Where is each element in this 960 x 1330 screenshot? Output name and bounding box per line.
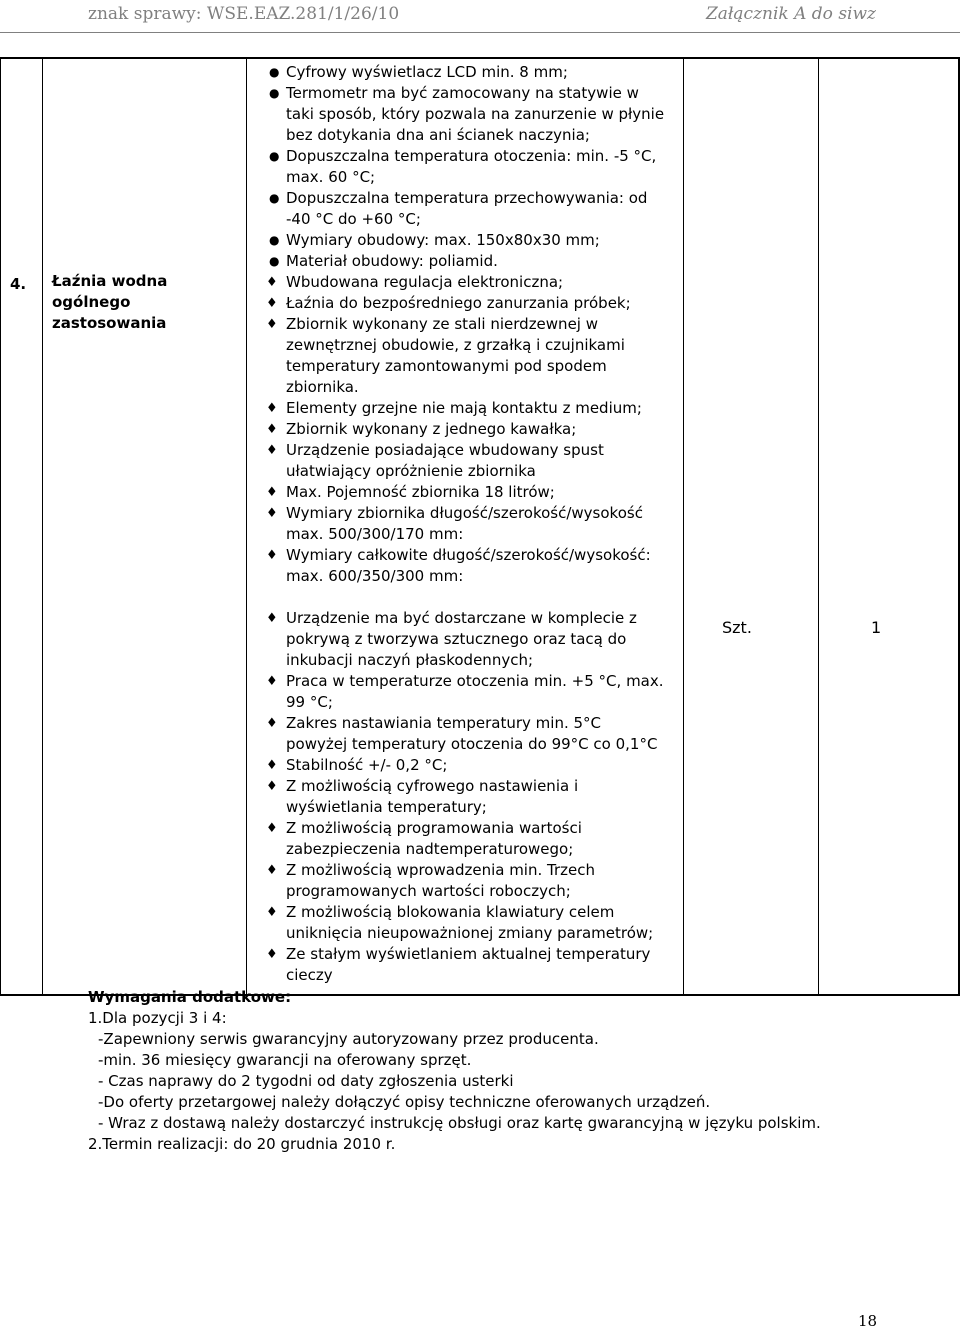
list-item: ♦ Wymiary całkowite długość/szerokość/wysokość: max. 600/350/300 mm: bbox=[266, 546, 651, 585]
bullet-diamond-icon: ♦ bbox=[266, 905, 278, 920]
list-item: ♦ Wymiary zbiornika długość/szerokość/wysokość max. 500/300/170 mm: bbox=[266, 504, 643, 543]
bullet-diamond-icon: ♦ bbox=[266, 275, 278, 290]
bullet-diamond-icon: ♦ bbox=[266, 296, 278, 311]
list-item: ♦ Zbiornik wykonany ze stali nierdzewnej w zewnętrznej obudowie, z grzałką i czujnikami temperatury zamontowanymi pod spodem zbiornika. bbox=[266, 315, 625, 396]
bullet-diamond-icon: ♦ bbox=[266, 821, 278, 836]
list-item: ♦ Łaźnia do bezpośredniego zanurzania próbek; bbox=[266, 294, 631, 312]
list-item: ♦ Urządzenie posiadające wbudowany spust ułatwiający opróżnienie zbiornika bbox=[266, 441, 604, 480]
bullet-dot-icon: ● bbox=[269, 191, 280, 205]
list-item: ♦ Elementy grzejne nie mają kontaktu z medium; bbox=[266, 399, 642, 417]
list-item: ♦ Z możliwością wprowadzenia min. Trzech programowanych wartości roboczych; bbox=[266, 861, 596, 900]
list-item: ● Dopuszczalna temperatura przechowywania: od -40 °C do +60 °C; bbox=[269, 189, 648, 228]
bullet-dot-icon: ● bbox=[269, 149, 280, 163]
bullet-dot-icon: ● bbox=[269, 86, 280, 100]
requirement-point-2: 2.Termin realizacji: do 20 grudnia 2010 r. bbox=[88, 1135, 396, 1153]
bullet-diamond-icon: ♦ bbox=[266, 506, 278, 521]
bullet-diamond-icon: ♦ bbox=[266, 674, 278, 689]
column-divider-2 bbox=[246, 57, 247, 994]
bullet-diamond-icon: ♦ bbox=[266, 548, 278, 563]
column-divider-1 bbox=[42, 57, 43, 994]
bath-spec-list bbox=[266, 272, 666, 587]
list-item: ♦ Z możliwością programowania wartości zabezpieczenia nadtemperaturowego; bbox=[266, 819, 582, 858]
page-number: 18 bbox=[858, 1312, 878, 1330]
list-item: ● Cyfrowy wyświetlacz LCD min. 8 mm; bbox=[269, 63, 568, 81]
requirement-line: -Do oferty przetargowej należy dołączyć opisy techniczne oferowanych urządzeń. bbox=[98, 1093, 711, 1111]
list-item: ♦ Max. Pojemność zbiornika 18 litrów; bbox=[266, 483, 555, 501]
list-item: ♦ Z możliwością blokowania klawiatury celem uniknięcia nieupoważnionej zmiany parametrów; bbox=[266, 903, 654, 942]
list-item: ♦ Urządzenie ma być dostarczane w komplecie z pokrywą z tworzywa sztucznego oraz tacą do inkubacji naczyń płaskodennych; bbox=[266, 609, 637, 669]
accessories-spec-list bbox=[266, 608, 666, 986]
bullet-dot-icon: ● bbox=[269, 233, 280, 247]
list-item: ♦ Z możliwością cyfrowego nastawienia i wyświetlania temperatury; bbox=[266, 777, 579, 816]
bullet-dot-icon: ● bbox=[269, 65, 280, 79]
column-divider-3 bbox=[683, 57, 684, 994]
bullet-diamond-icon: ♦ bbox=[266, 779, 278, 794]
list-item: ● Wymiary obudowy: max. 150x80x30 mm; bbox=[269, 231, 600, 249]
list-item: ♦ Ze stałym wyświetlaniem aktualnej temperatury cieczy bbox=[266, 945, 651, 984]
requirement-line: - Wraz z dostawą należy dostarczyć instrukcję obsługi oraz kartę gwarancyjną w języku polskim. bbox=[98, 1114, 821, 1132]
table-top-border bbox=[0, 57, 960, 59]
bullet-diamond-icon: ♦ bbox=[266, 401, 278, 416]
row-number: 4. bbox=[10, 275, 27, 293]
unit-of-measure: Szt. bbox=[722, 618, 752, 637]
requirement-point-1: 1.Dla pozycji 3 i 4: bbox=[88, 1009, 227, 1027]
bullet-diamond-icon: ♦ bbox=[266, 716, 278, 731]
bullet-diamond-icon: ♦ bbox=[266, 443, 278, 458]
table-left-border bbox=[0, 57, 1, 996]
bullet-diamond-icon: ♦ bbox=[266, 422, 278, 437]
bullet-diamond-icon: ♦ bbox=[266, 485, 278, 500]
list-item: ♦ Zakres nastawiania temperatury min. 5°C powyżej temperatury otoczenia do 99°C co 0,1°C bbox=[266, 714, 658, 753]
quantity: 1 bbox=[871, 618, 882, 637]
header-rule bbox=[0, 32, 960, 33]
bullet-diamond-icon: ♦ bbox=[266, 863, 278, 878]
bullet-diamond-icon: ♦ bbox=[266, 758, 278, 773]
list-item: ♦ Stabilność +/- 0,2 °C; bbox=[266, 756, 448, 774]
case-reference: znak sprawy: WSE.EAZ.281/1/26/10 bbox=[88, 4, 400, 24]
list-item: ● Dopuszczalna temperatura otoczenia: min. -5 °C, max. 60 °C; bbox=[269, 147, 657, 186]
list-item: ♦ Zbiornik wykonany z jednego kawałka; bbox=[266, 420, 577, 438]
thermometer-spec-list bbox=[266, 62, 666, 272]
bullet-diamond-icon: ♦ bbox=[266, 947, 278, 962]
requirement-line: -min. 36 miesięcy gwarancji na oferowany sprzęt. bbox=[98, 1051, 472, 1069]
requirement-line: -Zapewniony serwis gwarancyjny autoryzowany przez producenta. bbox=[98, 1030, 599, 1048]
bullet-diamond-icon: ♦ bbox=[266, 317, 278, 332]
additional-requirements-title: Wymagania dodatkowe: bbox=[88, 988, 292, 1006]
page-header bbox=[0, 0, 960, 42]
requirement-line: - Czas naprawy do 2 tygodni od daty zgłoszenia usterki bbox=[98, 1072, 514, 1090]
additional-requirements bbox=[88, 987, 821, 1155]
list-item: ● Termometr ma być zamocowany na statywie w taki sposób, który pozwala na zanurzenie w płynie bez dotykania dna ani ścianek naczynia; bbox=[269, 84, 665, 144]
bullet-dot-icon: ● bbox=[269, 254, 280, 268]
list-item: ● Materiał obudowy: poliamid. bbox=[269, 252, 498, 270]
list-item: ♦ Praca w temperaturze otoczenia min. +5 °C, max. 99 °C; bbox=[266, 672, 664, 711]
column-divider-4 bbox=[818, 57, 819, 994]
list-item: ♦ Wbudowana regulacja elektroniczna; bbox=[266, 273, 564, 291]
attachment-label: Załącznik A do siwz bbox=[705, 4, 876, 24]
bullet-diamond-icon: ♦ bbox=[266, 611, 278, 626]
item-name: Łaźnia wodna ogólnego zastosowania bbox=[52, 272, 168, 332]
